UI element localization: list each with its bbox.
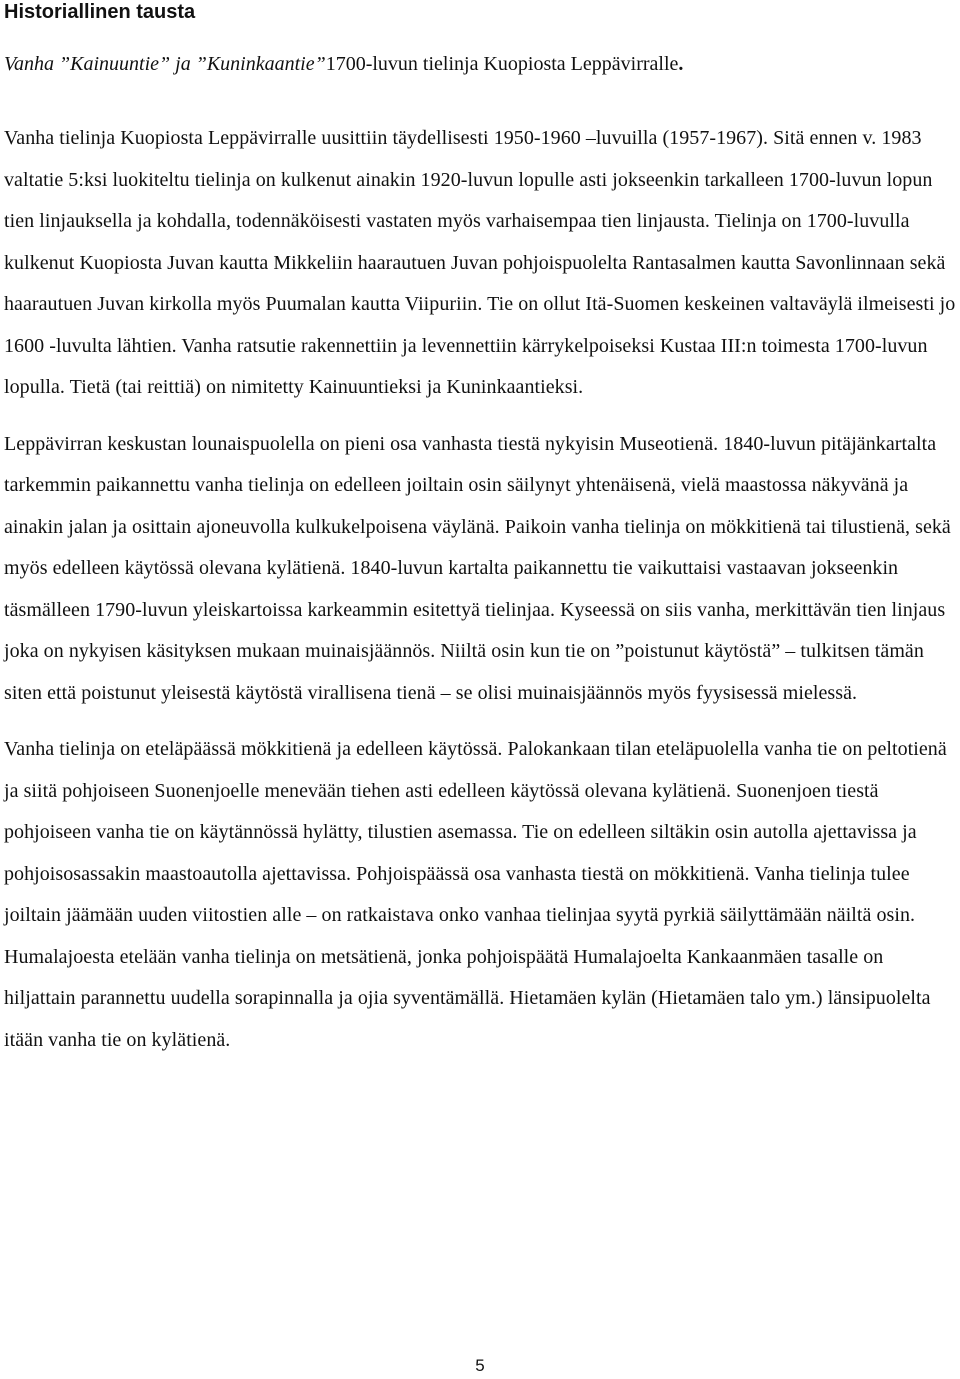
- subtitle: [4, 49, 956, 79]
- subtitle-plain: 1700-luvun tielinja Kuopiosta Leppävirralle: [325, 53, 679, 75]
- paragraph-3: Vanha tielinja on eteläpäässä mökkitienä ja edelleen käytössä. Palokankaan tilan eteläpuolella vanha tie on peltotienä ja siitä pohjoiseen Suonenjoelle menevään tiehen asti edelleen käytössä olevana kylätienä. Suonenjoen tiestä pohjoiseen vanha tie on käytännössä hylätty, tilustien asemassa. Tie on edelleen siltäkin osin autolla ajettavissa ja pohjoisosassakin maastoautolla ajettavissa. Pohjoispäässä osa vanhasta tiestä on mökkitienä. Vanha tielinja tulee joiltain jäämään uuden viitostien alle – on ratkaistava onko vanhaa tielinjaa syytä pyrkiä säilyttämään näiltä osin. Humalajoesta etelään vanha tielinja on metsätienä, jonka pohjoispäätä Humalajoelta Kankaanmäen tasalle on hiljattain parannettu uudella sorapinnalla ja ojia syventämällä. Hietamäen kylän (Hietamäen talo ym.) länsipuolelta itään vanha tie on kylätienä.: [4, 738, 947, 1051]
- page-number: 5: [475, 1356, 485, 1375]
- subtitle-italic: Vanha ”Kainuuntie” ja ”Kuninkaantie”: [4, 53, 326, 75]
- paragraph-1: Vanha tielinja Kuopiosta Leppävirralle uusittiin täydellisesti 1950-1960 –luvuilla (1957-1967). Sitä ennen v. 1983 valtatie 5:ksi luokiteltu tielinja on kulkenut ainakin 1920-luvun lopulle asti jokseenkin tarkalleen 1700-luvun lopun tien linjauksella ja kohdalla, todennäköisesti vastaten myös varhaisempaa tien linjausta. Tielinja on 1700-luvulla kulkenut Kuopiosta Juvan kautta Mikkeliin haarautuen Juvan pohjoispuolelta Rantasalmen kautta Savonlinnaan sekä haarautuen Juvan kirkolla myös Puumalan kautta Viipuriin. Tie on ollut Itä-Suomen keskeinen valtaväylä ilmeisesti jo 1600 -luvulta lähtien. Vanha ratsutie rakennettiin ja levennettiin kärrykelpoiseksi Kustaa III:n toimesta 1700-luvun lopulla. Tietä (tai reittiä) on nimitetty Kainuuntieksi ja Kuninkaantieksi.: [4, 127, 956, 398]
- document-page: [4, 0, 956, 1061]
- paragraph-2: Leppävirran keskustan lounaispuolella on pieni osa vanhasta tiestä nykyisin Museotienä. 1840-luvun pitäjänkartalta tarkemmin paikannettu vanha tielinja on edelleen joiltain osin säilynyt yhtenäisenä, vielä maastossa näkyvänä ja ainakin jalan ja osittain ajoneuvolla kulkukelpoisena väylänä. Paikoin vanha tielinja on mökkitienä tai tilustienä, sekä myös edelleen käytössä olevana kylätienä. 1840-luvun kartalta paikannettu tie vaikuttaisi vastaavan jokseenkin täsmälleen 1790-luvun yleiskartoissa karkeammin esitettyä tielinjaa. Kyseessä on siis vanha, merkittävän tien linjaus joka on nykyisen käsityksen mukaan muinaisjäännös. Niiltä osin kun tie on ”poistunut käytöstä” – tulkitsen tämän siten että poistunut yleisestä käytöstä virallisena tienä – se olisi muinaisjäännös myös fyysisessä mielessä.: [4, 432, 951, 704]
- section-heading: Historiallinen tausta: [4, 1, 196, 23]
- subtitle-bold: .: [678, 53, 684, 75]
